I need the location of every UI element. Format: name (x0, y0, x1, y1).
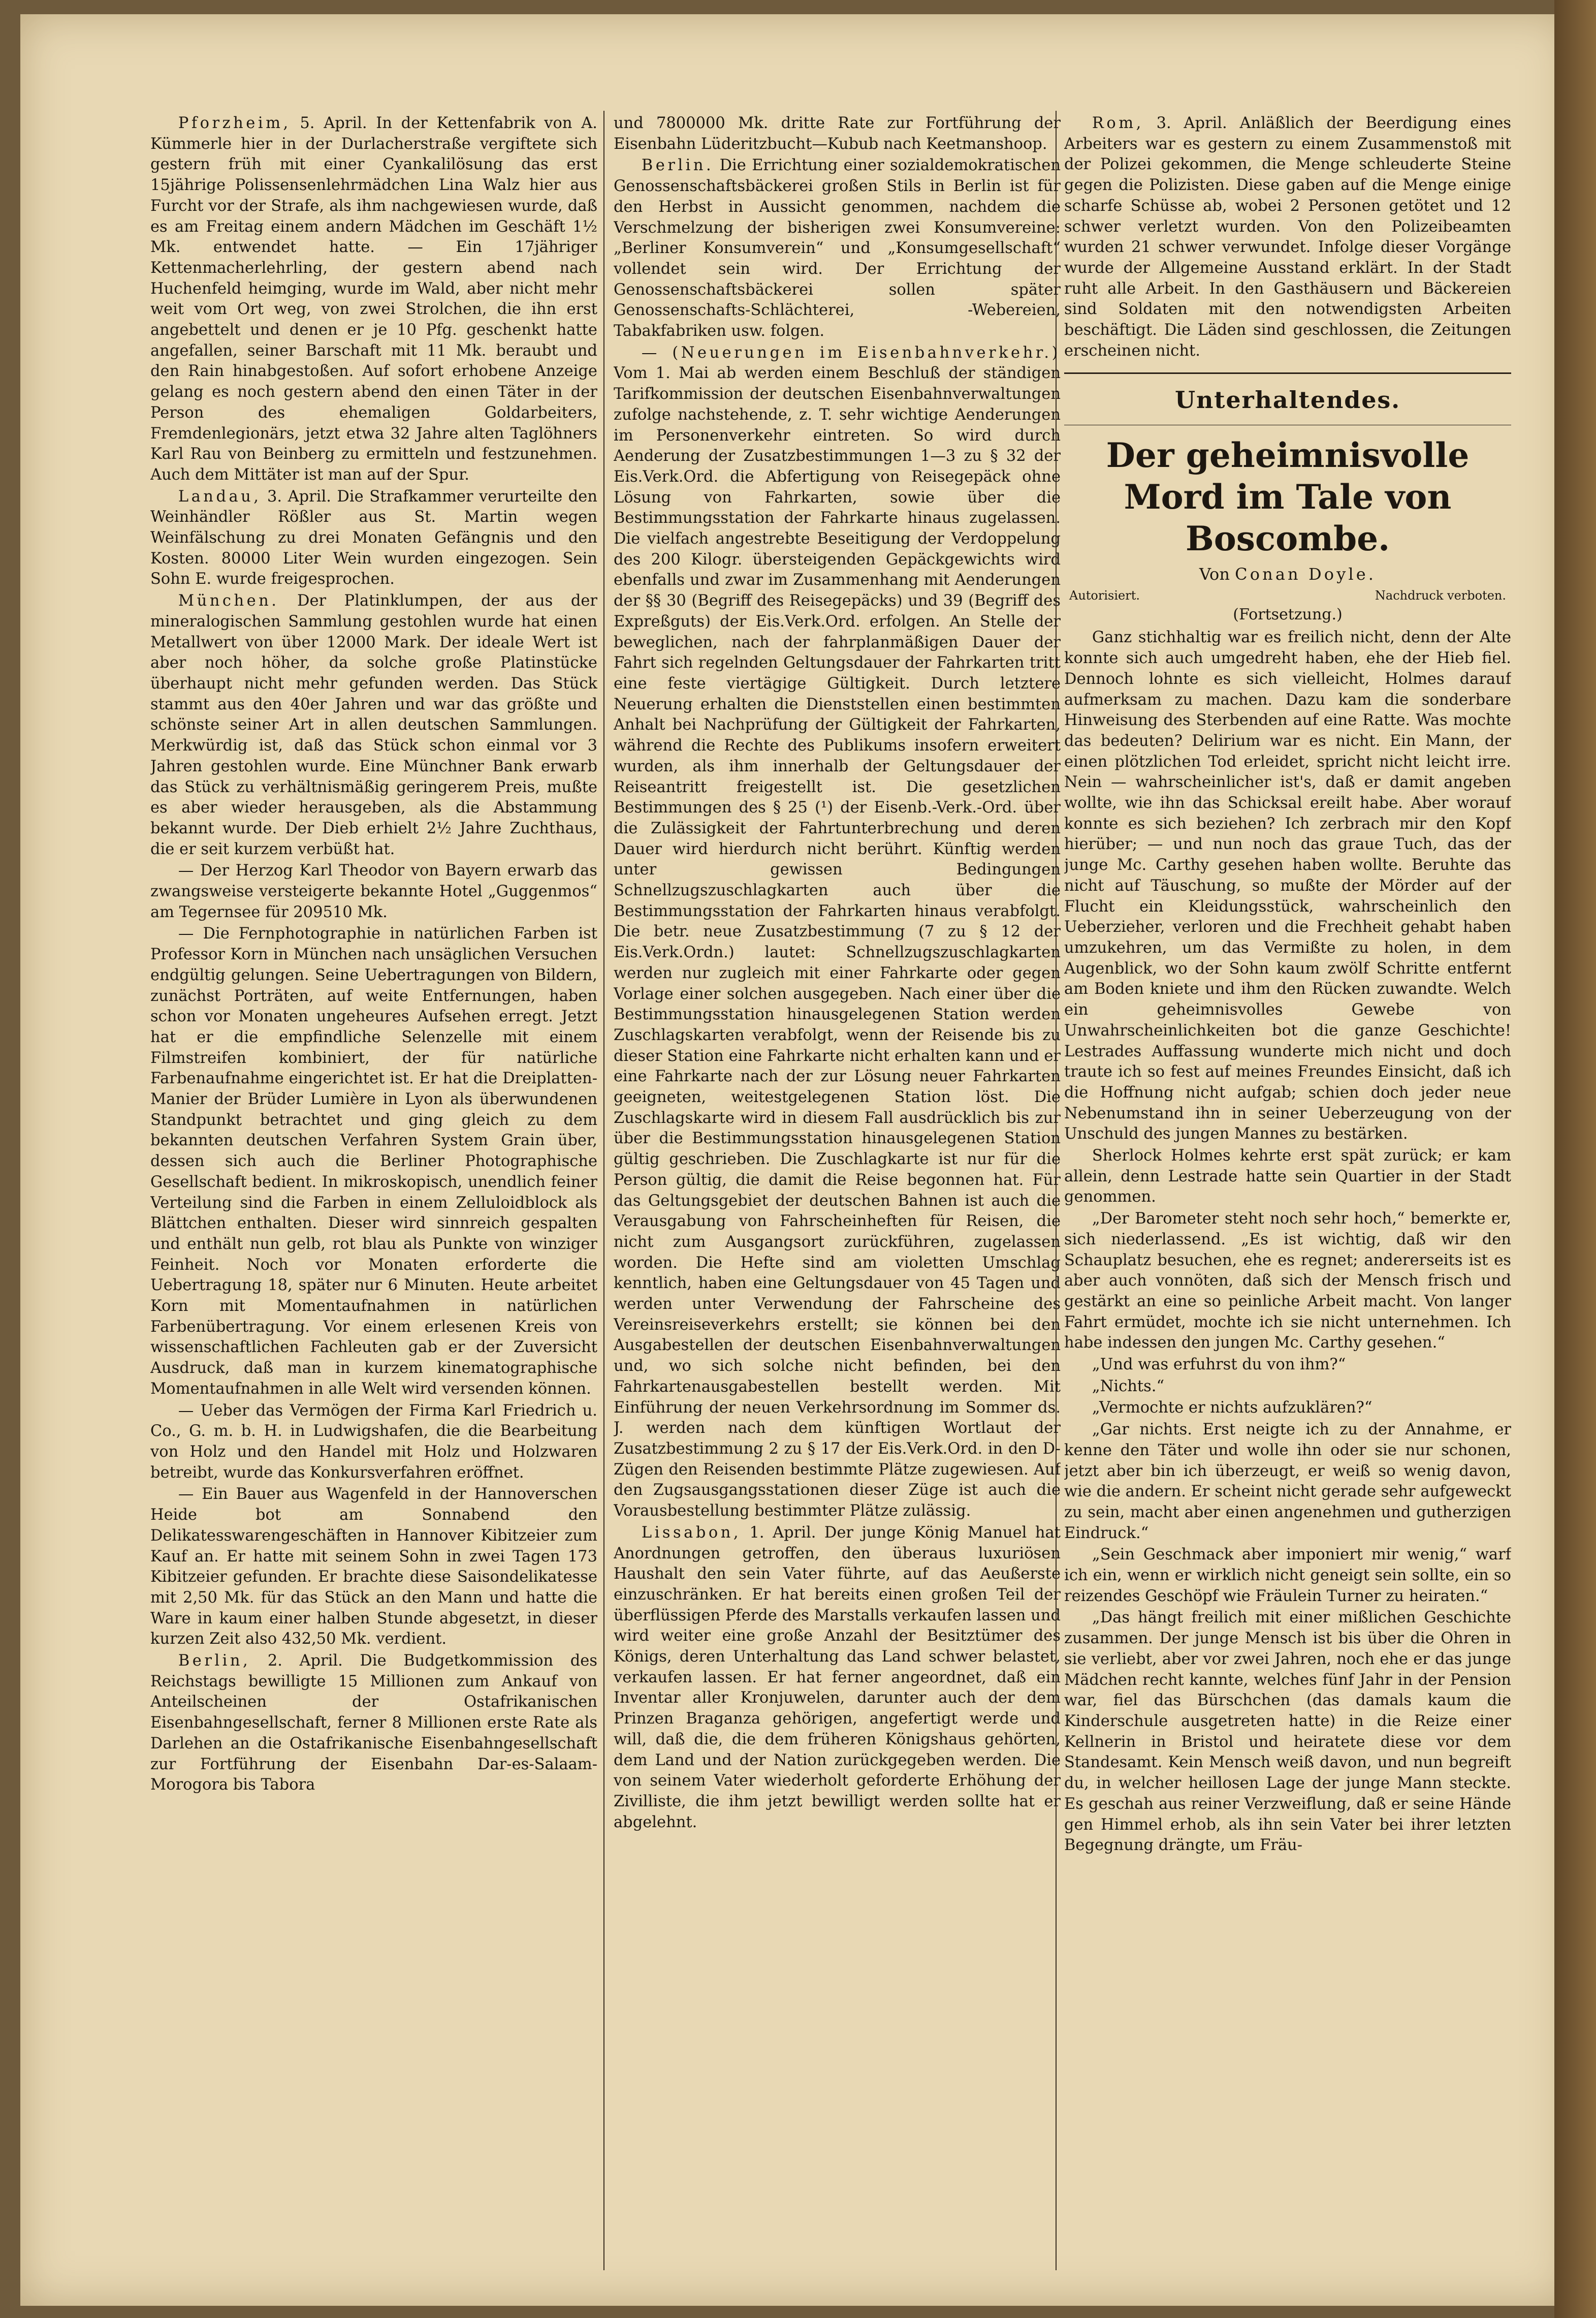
story-paragraph: „Gar nichts. Erst neigte ich zu der Annahme, er kenne den Täter und wolle ihn oder sie nur schonen, jetzt aber bin ich überzeugt, er weiß so wenig davon, wie die andern. Er scheint nicht gerade sehr aufgeweckt zu sein, macht aber einen angenehmen und gutherzigen Eindruck.“ (1064, 1421, 1511, 1542)
news-item: München. Der Platinklumpen, der aus der mineralogischen Sammlung gestohlen wurde hat einen Metallwert von über 12000 Mark. Der ideale Wert ist aber noch höher, da solche große Platinstücke überhaupt nicht mehr gefunden werden. Das Stück stammt aus den 40er Jahren und war das größte und schönste seiner Art in allen deutschen Sammlungen. Merkwürdig ist, daß das Stück schon einmal vor 3 Jahren gestohlen wurde. Eine Münchner Bank erwarb das Stück zu verhältnismäßig geringerem Preis, mußte es aber wieder herausgeben, als die Abstammung bekannt wurde. Der Dieb erhielt 2½ Jahre Zuchthaus, die er seit kurzem verbüßt hat. (150, 592, 597, 858)
news-item: Rom, 3. April. Anläßlich der Beerdigung eines Arbeiters war es gestern zu einem Zusammenstoß mit der Polizei gekommen, die Menge schleuderte Steine gegen die Polizisten. Diese gaben auf die Menge einige scharfe Schüsse ab, wobei 2 Personen getötet und 12 schwer verletzt wurden. Von den Polizeibeamten wurden 21 schwer verwundet. Infolge dieser Vorgänge wurde der Allgemeine Ausstand erklärt. In der Stadt ruht alle Arbeit. In den Gasthäusern und Bäckereien sind Soldaten mit den notwendigsten Arbeiten beschäftigt. Die Läden sind geschlossen, die Zeitungen erscheinen nicht. (1064, 114, 1511, 360)
news-item: — Die Fernphotographie in natürlichen Farben ist Professor Korn in München nach unsäglichen Versuchen endgültig gelungen. Seine Uebertragungen von Bildern, zunächst Porträten, auf weite Entfernungen, haben schon vor Monaten ungeheures Aufsehen erregt. Jetzt hat er die empfindliche Selenzelle mit einem Filmstreifen kombiniert, der für natürliche Farbenaufnahme eingerichtet ist. Er hat die Dreiplatten-Manier der Brüder Lumière in Lyon als überwundenen Standpunkt betrachtet und ging gleich zu dem bekannten deutschen Verfahren System Grain über, dessen sich auch die Berliner Photographische Gesellschaft bedient. In mikroskopisch, unendlich feiner Verteilung sind die Farben in einem Zelluloidblock als Blättchen enthalten. Dieser wird sinnreich gespalten und enthält nun gelb, rot blau als Punkte von winziger Feinheit. Noch vor Monaten erforderte die Uebertragung 18, später nur 6 Minuten. Heute arbeitet Korn mit Momentaufnahmen in natürlichen Farbenübertragung. Vor einem erlesenen Kreis von wissenschaftlichen Fachleuten gab er der Zuversicht Ausdruck, daß man in kurzem kinematographische Momentaufnahmen in alle Welt wird versenden können. (150, 925, 597, 1398)
story-paragraph: „Sein Geschmack aber imponiert mir wenig,“ warf ich ein, wenn er wirklich nicht geneigt sein sollte, ein so reizendes Geschöpf wie Fräulein Turner zu heiraten.“ (1064, 1546, 1511, 1605)
news-item: Berlin, 2. April. Die Budgetkommission des Reichstags bewilligte 15 Millionen zum Ankauf von Anteilscheinen der Ostafrikanischen Eisenbahngesellschaft, ferner 8 Millionen erste Rate als Darlehen an die Ostafrikanische Eisenbahngesellschaft zur Fortführung der Eisenbahn Dar-es-Salaam-Morogora bis Tabora (150, 1652, 597, 1794)
story-paragraph: Sherlock Holmes kehrte erst spät zurück; er kam allein, denn Lestrade hatte sein Quartier in der Stadt genommen. (1064, 1147, 1511, 1206)
authorized-label: Autorisiert. (1069, 588, 1140, 603)
story-paragraph: „Vermochte er nichts aufzuklären?“ (1092, 1399, 1372, 1417)
story-paragraph: „Der Barometer steht noch sehr hoch,“ bemerkte er, sich niederlassend. „Es ist wichtig, daß wir den Schauplatz besuchen, ehe es regnet; andererseits ist es aber auch vonnöten, daß sich der Mensch frisch und gestärkt an eine so peinliche Arbeit macht. Von langer Fahrt ermüdet, mochte ich sie nicht unternehmen. Ich habe indessen den jungen Mc. Carthy gesehen.“ (1064, 1210, 1511, 1352)
page-edge (1554, 0, 1596, 2318)
story-author: Von Conan Doyle. (1199, 565, 1377, 584)
rights-notice (1064, 587, 1511, 604)
news-item: Pforzheim, 5. April. In der Kettenfabrik von A. Kümmerle hier in der Durlacherstraße vergiftete sich gestern früh mit einer Cyankalilösung das erst 15jährige Polissensenlehrmädchen Lina Walz hier aus Furcht vor der Strafe, als ihm nachgewiesen wurde, daß es am Freitag einem andern Mädchen im Geschäft 1½ Mk. entwendet hatte. — Ein 17jähriger Kettenmacherlehrling, der gestern abend nach Huchenfeld heimging, wurde im Wald, aber nicht mehr weit vom Ort weg, von zwei Strolchen, die ihn erst angebettelt und denen er je 10 Pfg. geschenkt hatte angefallen, seiner Barschaft mit 11 Mk. beraubt und den Rain hinabgestoßen. Auf sofort erhobene Anzeige gelang es noch gestern abend den einen Täter in der Person des ehemaligen Goldarbeiters, Fremdenlegionärs, jetzt etwa 32 Jahre alten Taglöhners Karl Rau von Beinberg zu ermitteln und festzunehmen. Auch dem Mittäter ist man auf der Spur. (150, 114, 597, 484)
story-title: Der geheimnisvolle Mord im Tale von Boscombe. (1106, 435, 1470, 559)
section-rule (1064, 372, 1511, 374)
continued-label: (Fortsetzung.) (1233, 606, 1343, 624)
news-item: — Ein Bauer aus Wagenfeld in der Hannoverschen Heide bot am Sonnabend den Delikatesswarengeschäften in Hannover Kibitzeier zum Kauf an. Er hatte mit seinem Sohn in zwei Tagen 173 Kibitzeier gefunden. Er brachte diese Saisondelikatesse mit 2,50 Mk. für das Stück an den Mann und hatte die Ware in kaum einer halben Stunde abgesetzt, in dieser kurzen Zeit also 432,50 Mk. verdient. (150, 1485, 597, 1648)
column-2 (614, 113, 1061, 2273)
column-3 (1064, 113, 1511, 2273)
story-paragraph: „Nichts.“ (1092, 1377, 1165, 1395)
section-heading: Unterhaltendes. (1175, 386, 1400, 414)
column-divider (603, 111, 604, 2270)
newspaper-page (20, 14, 1570, 2306)
news-item: Berlin. Die Errichtung einer sozialdemokratischen Genossenschaftsbäckerei großen Stils in Berlin ist für den Herbst in Aussicht genommen, nachdem die Verschmelzung der bisherigen zwei Konsumvereine: „Berliner Konsumverein“ und „Konsumgesellschaft“ vollendet sein wird. Der Errichtung der Genossenschaftsbäckerei sollen später Genossenschafts-Schlächterei, -Webereien, Tabakfabriken usw. folgen. (614, 156, 1061, 340)
story-paragraph: Ganz stichhaltig war es freilich nicht, denn der Alte konnte sich auch umgedreht haben, ehe der Hieb fiel. Dennoch lohnte es sich vielleicht, Holmes darauf aufmerksam zu machen. Dazu kam die sonderbare Hinweisung des Sterbenden auf eine Ratte. Was mochte das bedeuten? Delirium war es nicht. Ein Mann, der einen plötzlichen Tod erleidet, spricht nicht leicht irre. Nein — wahrscheinlicher ist's, daß er damit angeben wollte, wie ihn das Schicksal ereilt habe. Aber worauf konnte es sich beziehen? Ich zerbrach mir den Kopf hierüber; — und nun noch das graue Tuch, das der junge Mc. Carthy gesehen haben wollte. Beruhte das nicht auf Täuschung, so mußte der Mörder auf der Flucht ein Kleidungsstück, wahrscheinlich den Ueberzieher, verloren und die Frechheit gehabt haben umzukehren, um das Vermißte zu holen, in dem Augenblick, wo der Sohn kaum zwölf Schritte entfernt am Boden kniete und ihm den Rücken zuwandte. Welch ein geheimnisvolles Gewebe von Unwahrscheinlichkeiten bot die ganze Geschichte! Lestrades Auffassung wunderte mich nicht und doch traute ich so fest auf meines Freundes Einsicht, daß ich die Hoffnung nicht aufgab; schien doch jeder neue Nebenumstand ihn in seiner Ueberzeugung von der Unschuld des jungen Mannes zu bestärken. (1064, 629, 1511, 1143)
news-item: — Der Herzog Karl Theodor von Bayern erwarb das zwangsweise versteigerte bekannte Hotel „Guggenmos“ am Tegernsee für 209510 Mk. (150, 862, 597, 921)
story-paragraph: „Und was erfuhrst du von ihm?“ (1092, 1356, 1346, 1374)
news-item: Lissabon, 1. April. Der junge König Manuel hat Anordnungen getroffen, den überaus luxuriösen Haushalt den sein Vater führte, auf das Aeußerste einzuschränken. Er hat bereits einen großen Teil der überflüssigen Pferde des Marstalls verkaufen lassen und wird weiter eine große Anzahl der Besitztümer des Königs, deren Unterhaltung das Land schwer belastet, verkaufen lassen. Er hat ferner angeordnet, daß ein Inventar aller Kronjuwelen, darunter auch der dem Prinzen Braganza gehörigen, angefertigt werde und will, daß die, die dem früheren Königshaus gehörten, dem Land und der Nation zurückgegeben werden. Die von seinem Vater wiederholt geforderte Erhöhung der Zivilliste, die ihm jetzt bewilligt werden sollte hat er abgelehnt. (614, 1523, 1061, 1831)
news-item-continued: und 7800000 Mk. dritte Rate zur Fortführung der Eisenbahn Lüderitzbucht—Kubub nach Keetmanshoop. (614, 114, 1061, 153)
news-item: — Ueber das Vermögen der Firma Karl Friedrich u. Co., G. m. b. H. in Ludwigshafen, die die Bearbeitung von Holz und den Handel mit Holz und Holzwaren betreibt, wurde das Konkursverfahren eröffnet. (150, 1401, 597, 1482)
news-item: Landau, 3. April. Die Strafkammer verurteilte den Weinhändler Rößler aus St. Martin wegen Weinfälschung zu drei Monaten Gefängnis und den Kosten. 80000 Liter Wein wurden eingezogen. Sein Sohn E. wurde freigesprochen. (150, 487, 597, 588)
news-item: — (Neuerungen im Eisenbahnverkehr.) Vom 1. Mai ab werden einem Beschluß der ständigen Tarifkommission der deutschen Eisenbahnverwaltungen zufolge nachstehende, z. T. sehr wichtige Aenderungen im Personenverkehr eintreten. So wird durch Aenderung der Zusatzbestimmungen 1—3 zu § 32 der Eis.Verk.Ord. die Abfertigung von Reisegepäck ohne Lösung von Fahrkarten, sowie über die Bestimmungsstation der Fahrkarte hinaus zugelassen. Die vielfach angestrebte Beseitigung der Verdoppelung des 200 Kilogr. übersteigenden Gepäckgewichts wird ebenfalls und zwar im Zusammenhang mit Aenderungen der §§ 30 (Begriff des Reisegepäcks) und 39 (Begriff des Expreßguts) der Eis.Verk.Ord. erfolgen. An Stelle der beweglichen, nach der fahrplanmäßigen Dauer der Fahrt sich regelnden Geltungsdauer der Fahrkarten tritt eine feste viertägige Gültigkeit. Durch letztere Neuerung erhalten die Dienststellen einen bestimmten Anhalt bei Nachprüfung der Gültigkeit der Fahrkarten, während die Rechte des Publikums insofern erweitert wurden, als ihm innerhalb der Geltungsdauer der Reiseantritt freigestellt ist. Die gesetzlichen Bestimmungen des § 25 (¹) der Eisenb.-Verk.-Ord. über die Zulässigkeit der Fahrtunterbrechung und deren Dauer wird hierdurch nicht berührt. Künftig werden unter gewissen Bedingungen Schnellzugszuschlagkarten auch über die Bestimmungsstation der Fahrkarten hinaus verabfolgt. Die betr. neue Zusatzbestimmung (7 zu § 12 der Eis.Verk.Ordn.) lautet: Schnellzugszuschlagkarten werden nur zugleich mit einer Fahrkarte oder gegen Vorlage einer solchen ausgegeben. Nach einer über die Bestimmungsstation hinausgelegenen Station werden Zuschlagskarten verabfolgt, wenn der Reisende bis zu dieser Station eine Fahrkarte nicht erhalten kann und er eine Fahrkarte nach der zur Lösung neuer Fahrkarten geeigneten, weitestgelegenen Station löst. Die Zuschlagskarte wird in diesem Fall ausdrücklich bis zur über die Bestimmungsstation hinausgelegenen Station gültig geschrieben. Die Zuschlagkarte ist nur für die Person gültig, die damit die Reise begonnen hat. Für das Geltungsgebiet der deutschen Bahnen ist auch die Verausgabung von Fahrscheinheften für Reisen, die nicht zum Ausgangsort zurückführen, zugelassen worden. Die Hefte sind am violetten Umschlag kenntlich, haben eine Geltungsdauer von 45 Tagen und werden unter Verwendung der Fahrscheine des Vereinsreiseverkehrs erstellt; sie können bei den Ausgabestellen der deutschen Eisenbahnverwaltungen und, wo sich solche nicht befinden, bei den Fahrkartenausgabestellen bestellt werden. Mit Einführung der neuen Verkehrsordnung im Sommer ds. J. werden nach dem künftigen Wortlaut der Zusatzbestimmung 2 zu § 17 der Eis.Verk.Ord. in den D-Zügen den Reisenden bestimmte Plätze zugewiesen. Auf den Zugsausgangsstationen dieser Züge ist auch die Vorausbestellung bestimmter Plätze zulässig. (614, 343, 1061, 1520)
reprint-notice: Nachdruck verboten. (1375, 588, 1506, 603)
column-1 (150, 113, 597, 2273)
story-paragraph: „Das hängt freilich mit einer mißlichen Geschichte zusammen. Der junge Mensch ist bis über die Ohren in sie verliebt, aber vor zwei Jahren, noch ehe er das junge Mädchen recht kannte, welches fünf Jahr in der Pension war, fiel das Bürschchen (das damals kaum die Kinderschule ausgetreten hatte) in die Reize einer Kellnerin in Bristol und heiratete diese vor dem Standesamt. Kein Mensch weiß davon, und nun begreift du, in welcher heillosen Lage der junge Mann steckte. Es geschah aus reiner Verzweiflung, daß er seine Hände gen Himmel erhob, als ihn sein Vater bei ihrer letzten Begegnung drängte, um Fräu- (1064, 1609, 1511, 1855)
